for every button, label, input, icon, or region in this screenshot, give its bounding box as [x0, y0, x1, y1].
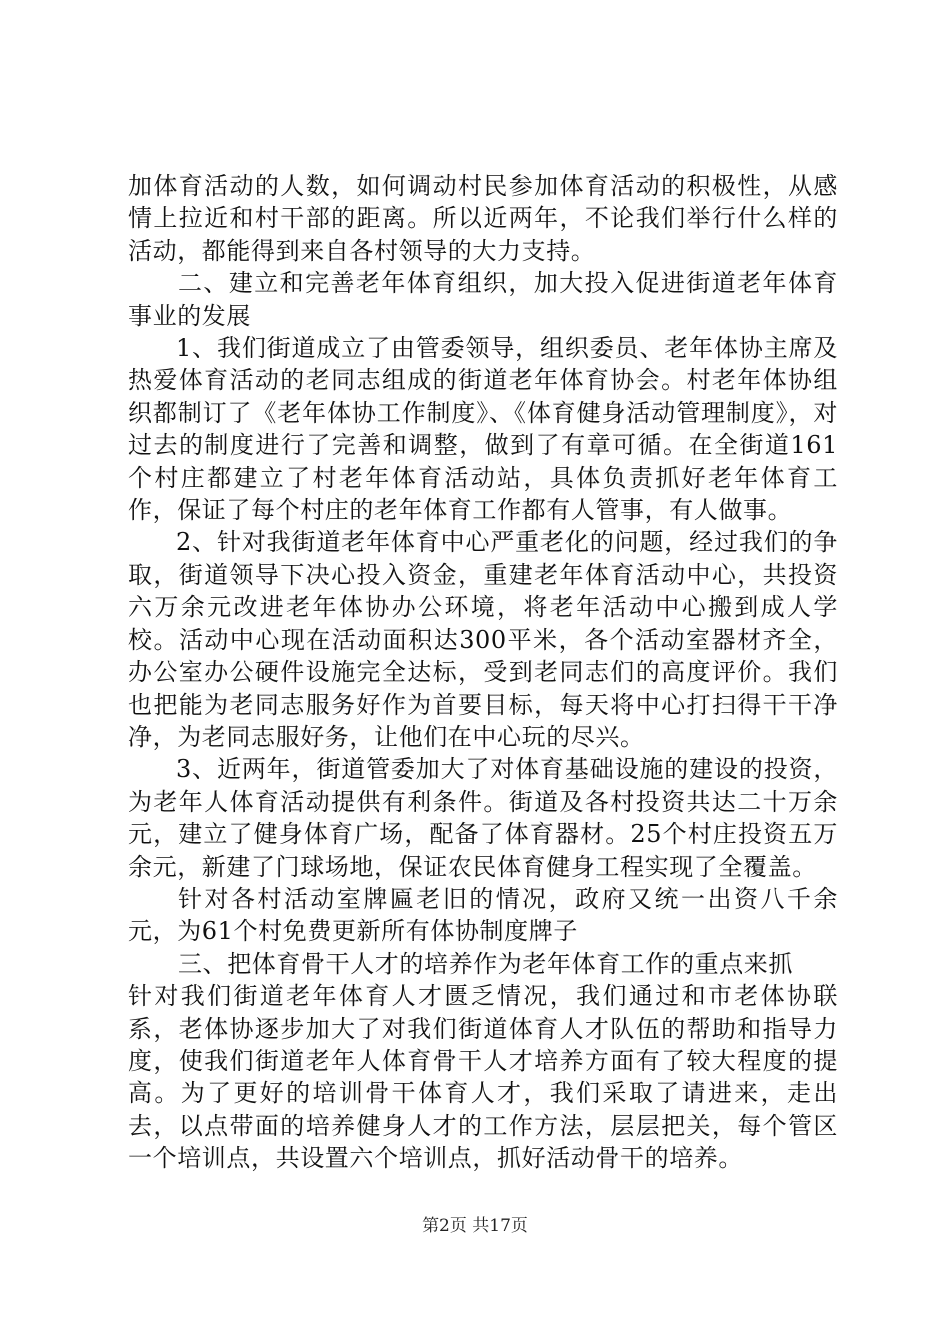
paragraph-item-2: 2、针对我街道老年体育中心严重老化的问题，经过我们的争取，街道领导下决心投入资金，重建老年体育活动中心，共投资六万余元改进老年体协办公环境，将老年活动中心搬到成人学校。活动中心现在活动面积达300平米，各个活动室器材齐全，办公室办公硬件设施完全达标，受到老同志们的高度评价。我们也把能为老同志服务好作为首要目标，每天将中心打扫得干干净净，为老同志服好务，让他们在中心玩的尽兴。	[128, 528, 838, 751]
page-footer	[0, 1214, 950, 1238]
paragraph-item-3: 3、近两年，街道管委加大了对体育基础设施的建设的投资，为老年人体育活动提供有利条件。街道及各村投资共达二十万余元，建立了健身体育广场，配备了体育器材。25个村庄投资五万余元，新建了门球场地，保证农民体育健身工程实现了全覆盖。	[128, 755, 838, 881]
paragraph-item-1: 1、我们街道成立了由管委领导，组织委员、老年体协主席及热爱体育活动的老同志组成的街道老年体育协会。村老年体协组织都制订了《老年体协工作制度》、《体育健身活动管理制度》，对过去的制度进行了完善和调整，做到了有章可循。在全街道161个村庄都建立了村老年体育活动站，具体负责抓好老年体育工作，保证了每个村庄的老年体育工作都有人管事，有人做事。	[128, 334, 838, 525]
paragraph-talent-training: 针对我们街道老年体育人才匮乏情况，我们通过和市老体协联系，老体协逐步加大了对我们街道体育人才队伍的帮助和指导力度，使我们街道老年人体育骨干人才培养方面有了较大程度的提高。为了更好的培训骨干体育人才，我们采取了请进来，走出去，以点带面的培养健身人才的工作方法，层层把关，每个管区一个培训点，共设置六个培训点，抓好活动骨干的培养。	[128, 982, 838, 1173]
document-body	[128, 170, 838, 1175]
paragraph-continuation: 加体育活动的人数，如何调动村民参加体育活动的积极性，从感情上拉近和村干部的距离。所以近两年，不论我们举行什么样的活动，都能得到来自各村领导的大力支持。	[128, 172, 838, 265]
section-heading-3: 三、把体育骨干人才的培养作为老年体育工作的重点来抓	[178, 949, 793, 978]
paragraph-signboard: 针对各村活动室牌匾老旧的情况，政府又统一出资八千余元，为61个村免费更新所有体协制度牌子	[128, 884, 838, 946]
section-heading-2: 二、建立和完善老年体育组织，加大投入促进街道老年体育事业的发展	[128, 269, 838, 330]
page-number-label: 第2页 共17页	[422, 1216, 528, 1236]
